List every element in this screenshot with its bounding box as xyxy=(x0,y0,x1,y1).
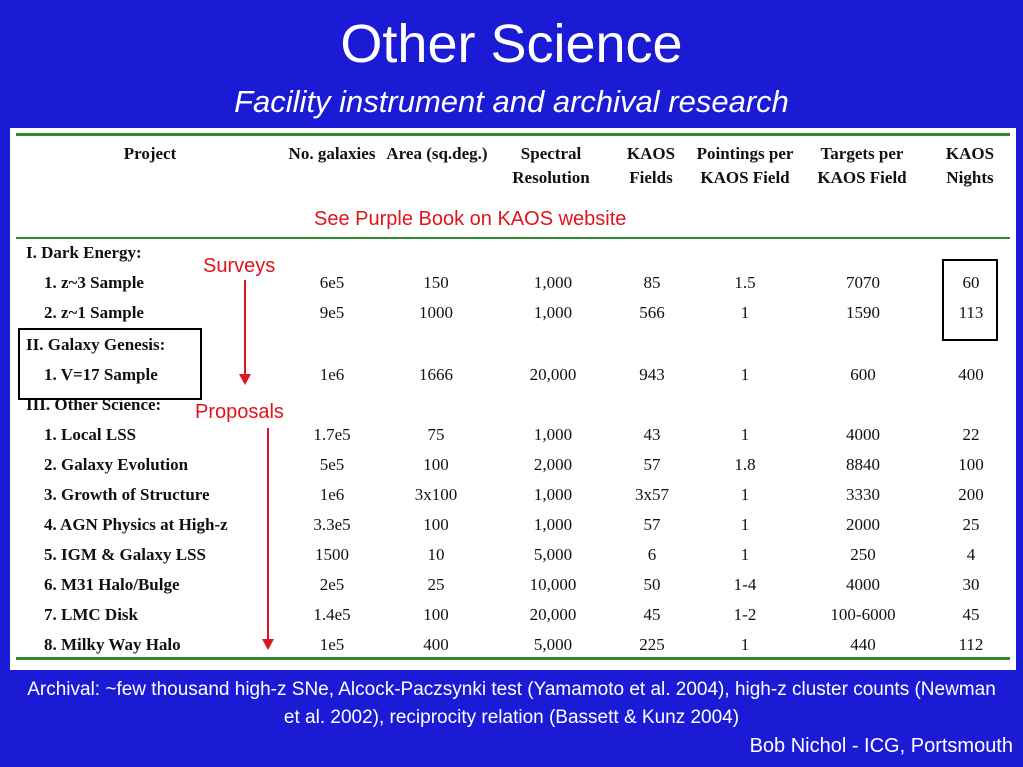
proposals-label: Proposals xyxy=(195,401,284,423)
cell-resolution: 2,000 xyxy=(533,455,573,474)
cell-targets: 100-6000 xyxy=(830,605,896,624)
section-galaxy-genesis: II. Galaxy Genesis: xyxy=(26,335,166,354)
section-dark-energy: I. Dark Energy: xyxy=(26,243,142,262)
cell-pointings: 1 xyxy=(740,425,750,444)
cell-resolution: 5,000 xyxy=(533,635,573,654)
cell-galaxies: 6e5 xyxy=(319,273,345,292)
cell-targets: 600 xyxy=(850,365,876,384)
cell-fields: 3x57 xyxy=(635,485,669,504)
cell-resolution: 1,000 xyxy=(533,303,573,322)
cell-area: 100 xyxy=(423,455,449,474)
cell-fields: 45 xyxy=(643,605,661,624)
cell-targets: 3330 xyxy=(846,485,880,504)
cell-targets: 250 xyxy=(850,545,876,564)
cell-area: 3x100 xyxy=(414,485,458,504)
cell-project: 8. Milky Way Halo xyxy=(44,635,181,654)
cell-targets: 1590 xyxy=(846,303,880,322)
archival-footnote: Archival: ~few thousand high-z SNe, Alcock-Paczsynki test (Yamamoto et al. 2004), high-z cluster counts (Newman et al. 2002), reciprocity relation (Bassett & Kunz 2004) xyxy=(27,679,996,728)
cell-pointings: 1.8 xyxy=(734,455,756,474)
cell-targets: 4000 xyxy=(846,575,880,594)
cell-targets: 440 xyxy=(850,635,876,654)
cell-project: 1. V=17 Sample xyxy=(44,365,158,384)
section-other-science: III. Other Science: xyxy=(26,395,162,414)
cell-area: 75 xyxy=(427,425,445,444)
cell-pointings: 1 xyxy=(740,515,750,534)
cell-resolution: 1,000 xyxy=(533,515,573,534)
nights-highlight-box xyxy=(942,259,998,341)
cell-galaxies: 1e6 xyxy=(319,485,345,504)
cell-fields: 566 xyxy=(639,303,665,322)
cell-project: 2. z~1 Sample xyxy=(44,303,144,322)
header-project: Project xyxy=(123,144,177,163)
cell-area: 1666 xyxy=(419,365,453,384)
cell-fields: 225 xyxy=(639,635,665,654)
cell-targets: 8840 xyxy=(846,455,880,474)
cell-fields: 50 xyxy=(643,575,661,594)
cell-project: 4. AGN Physics at High-z xyxy=(44,515,228,534)
cell-area: 100 xyxy=(423,515,449,534)
cell-pointings: 1.5 xyxy=(734,273,756,292)
cell-nights: 25 xyxy=(962,515,980,534)
surveys-arrow-shaft xyxy=(244,280,246,378)
cell-pointings: 1-2 xyxy=(733,605,757,624)
cell-area: 25 xyxy=(427,575,445,594)
surveys-label: Surveys xyxy=(203,255,276,277)
cell-project: 1. z~3 Sample xyxy=(44,273,144,292)
cell-fields: 43 xyxy=(643,425,661,444)
cell-nights: 60 xyxy=(962,273,980,292)
cell-project: 6. M31 Halo/Bulge xyxy=(44,575,180,594)
cell-galaxies: 1.4e5 xyxy=(313,605,351,624)
cell-galaxies: 9e5 xyxy=(319,303,345,322)
cell-fields: 57 xyxy=(643,455,661,474)
cell-resolution: 20,000 xyxy=(529,605,577,624)
cell-pointings: 1 xyxy=(740,545,750,564)
cell-pointings: 1 xyxy=(740,635,750,654)
cell-nights: 400 xyxy=(958,365,984,384)
cell-galaxies: 3.3e5 xyxy=(313,515,351,534)
cell-resolution: 5,000 xyxy=(533,545,573,564)
surveys-arrow-head xyxy=(239,374,251,385)
cell-nights: 22 xyxy=(962,425,980,444)
header-area: Area (sq.deg.) xyxy=(386,144,488,163)
cell-project: 1. Local LSS xyxy=(44,425,137,444)
cell-targets: 7070 xyxy=(846,273,880,292)
cell-area: 100 xyxy=(423,605,449,624)
cell-galaxies: 1e6 xyxy=(319,365,345,384)
cell-resolution: 1,000 xyxy=(533,273,573,292)
header-galaxies: No. galaxies xyxy=(288,144,376,163)
cell-project: 7. LMC Disk xyxy=(44,605,138,624)
cell-nights: 4 xyxy=(966,545,976,564)
slide-subtitle: Facility instrument and archival research xyxy=(234,84,789,119)
cell-project: 5. IGM & Galaxy LSS xyxy=(44,545,206,564)
cell-area: 10 xyxy=(427,545,445,564)
cell-resolution: 20,000 xyxy=(529,365,577,384)
purple-book-note: See Purple Book on KAOS website xyxy=(314,208,627,230)
cell-fields: 943 xyxy=(639,365,665,384)
cell-pointings: 1 xyxy=(740,303,750,322)
cell-fields: 6 xyxy=(647,545,657,564)
header-resolution: Spectral Resolution xyxy=(512,144,590,187)
header-targets: Targets per KAOS Field xyxy=(817,144,907,187)
cell-area: 150 xyxy=(423,273,449,292)
cell-pointings: 1 xyxy=(740,485,750,504)
genesis-highlight-box xyxy=(18,328,202,400)
cell-galaxies: 1.7e5 xyxy=(313,425,351,444)
header-fields: KAOS Fields xyxy=(626,144,676,187)
cell-nights: 45 xyxy=(962,605,980,624)
cell-galaxies: 5e5 xyxy=(319,455,345,474)
slide-title: Other Science xyxy=(340,14,683,74)
proposals-arrow-shaft xyxy=(267,428,269,642)
cell-pointings: 1-4 xyxy=(733,575,757,594)
cell-galaxies: 1500 xyxy=(315,545,349,564)
cell-targets: 4000 xyxy=(846,425,880,444)
cell-area: 400 xyxy=(423,635,449,654)
cell-area: 1000 xyxy=(419,303,453,322)
cell-fields: 85 xyxy=(643,273,661,292)
cell-nights: 112 xyxy=(958,635,984,654)
cell-nights: 113 xyxy=(958,303,984,322)
cell-fields: 57 xyxy=(643,515,661,534)
author-credit: Bob Nichol - ICG, Portsmouth xyxy=(749,735,1013,757)
cell-galaxies: 2e5 xyxy=(319,575,345,594)
header-pointings: Pointings per KAOS Field xyxy=(696,144,794,187)
header-nights: KAOS Nights xyxy=(945,144,995,187)
cell-project: 3. Growth of Structure xyxy=(44,485,210,504)
cell-resolution: 1,000 xyxy=(533,485,573,504)
proposals-arrow-head xyxy=(262,639,274,650)
cell-resolution: 10,000 xyxy=(529,575,577,594)
cell-galaxies: 1e5 xyxy=(319,635,345,654)
cell-pointings: 1 xyxy=(740,365,750,384)
cell-project: 2. Galaxy Evolution xyxy=(44,455,189,474)
cell-resolution: 1,000 xyxy=(533,425,573,444)
cell-nights: 100 xyxy=(958,455,984,474)
cell-targets: 2000 xyxy=(846,515,880,534)
cell-nights: 30 xyxy=(962,575,980,594)
cell-nights: 200 xyxy=(958,485,984,504)
